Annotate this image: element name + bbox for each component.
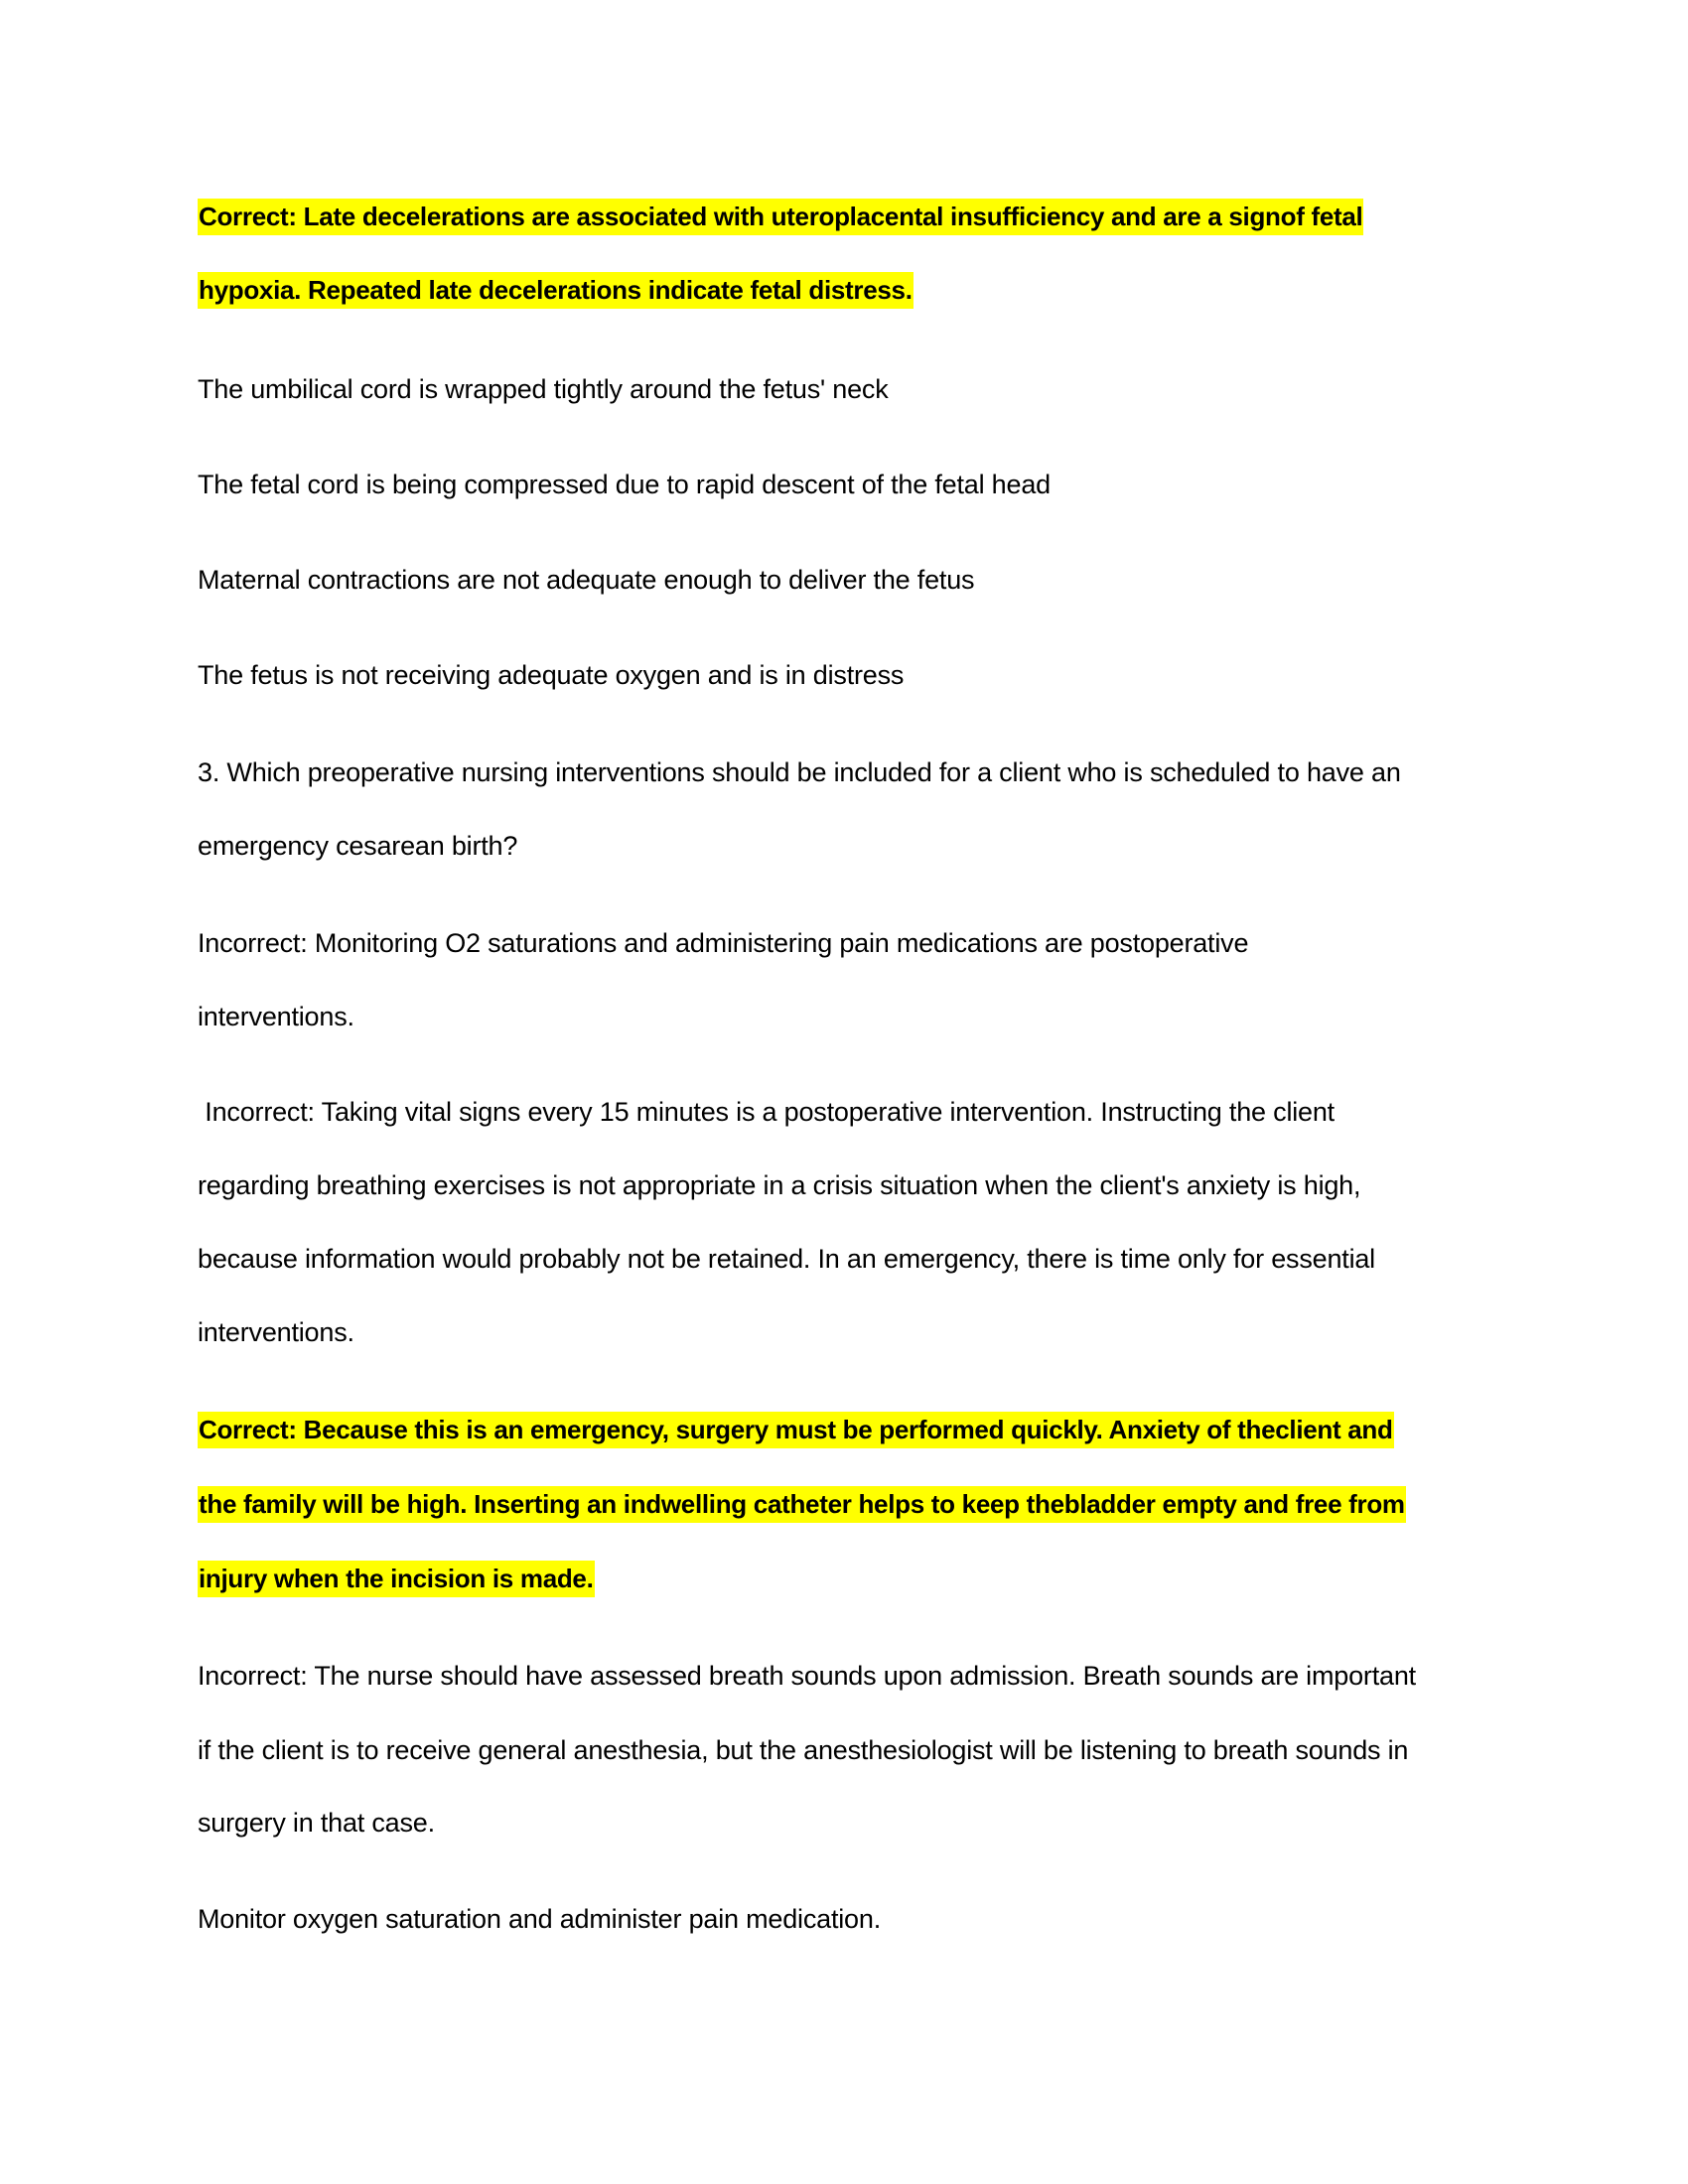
text-line — [198, 1486, 1406, 1523]
highlighted-text: injury when the incision is made. — [198, 1561, 595, 1597]
highlighted-text: hypoxia. Repeated late decelerations indicate fetal distress. — [198, 272, 914, 309]
text-line: interventions. — [198, 1317, 354, 1347]
text-line: Incorrect: Monitoring O2 saturations and administering pain medications are postoperative — [198, 928, 1249, 958]
answer-option-fetus-oxygen: The fetus is not receiving adequate oxygen and is in distress — [198, 660, 905, 690]
answer-option-cord-compressed: The fetal cord is being compressed due to rapid descent of the fetal head — [198, 470, 1051, 499]
text-line — [198, 199, 1363, 235]
text-line: Incorrect: Taking vital signs every 15 minutes is a postoperative intervention. Instructing the client — [198, 1097, 1335, 1127]
text-line: because information would probably not be retained. In an emergency, there is time only for essential — [198, 1244, 1375, 1274]
text-line — [198, 1412, 1394, 1448]
text-line: regarding breathing exercises is not appropriate in a crisis situation when the client's anxiety is high, — [198, 1170, 1361, 1200]
highlighted-text: the family will be high. Inserting an indwelling catheter helps to keep thebladder empty and free from — [198, 1486, 1406, 1523]
question-text-line: 3. Which preoperative nursing interventions should be included for a client who is scheduled to have an — [198, 757, 1401, 787]
highlighted-text: Correct: Because this is an emergency, surgery must be performed quickly. Anxiety of theclient and — [198, 1412, 1394, 1448]
answer-option-maternal-contractions: Maternal contractions are not adequate enough to deliver the fetus — [198, 565, 975, 595]
answer-option-monitor-oxygen: Monitor oxygen saturation and administer pain medication. — [198, 1904, 881, 1934]
question-text-line: emergency cesarean birth? — [198, 831, 518, 861]
highlighted-text: Correct: Late decelerations are associated with uteroplacental insufficiency and are a signof fetal — [198, 199, 1363, 235]
text-line — [198, 1561, 595, 1597]
text-line: interventions. — [198, 1002, 354, 1031]
text-line — [198, 272, 914, 309]
text-line: if the client is to receive general anesthesia, but the anesthesiologist will be listening to breath sounds in — [198, 1735, 1409, 1765]
text-line: surgery in that case. — [198, 1808, 435, 1838]
text-line: Incorrect: The nurse should have assessed breath sounds upon admission. Breath sounds are important — [198, 1661, 1416, 1691]
answer-option-umbilical-cord: The umbilical cord is wrapped tightly around the fetus' neck — [198, 374, 889, 404]
